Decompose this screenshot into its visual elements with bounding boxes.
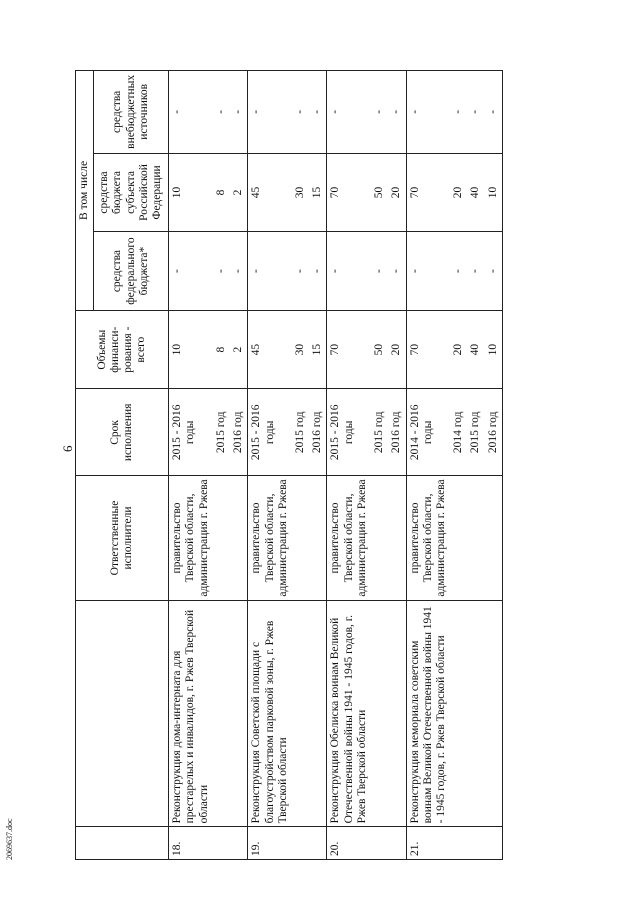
cell-federal: -	[406, 232, 450, 311]
cell-total: 8	[213, 310, 230, 389]
row-executors-empty	[213, 476, 230, 601]
row-name-empty	[309, 600, 327, 827]
cell-regional: 20	[388, 153, 406, 232]
cell-term: 2015 год	[213, 389, 230, 476]
row-number-empty	[485, 827, 503, 860]
table-row	[309, 71, 327, 860]
row-number-empty	[388, 827, 406, 860]
cell-total: 10	[485, 310, 503, 389]
row-name-empty	[213, 600, 230, 827]
row-name-empty	[388, 600, 406, 827]
cell-extrabudget: -	[450, 71, 467, 154]
cell-extrabudget: -	[230, 71, 248, 154]
table-row	[169, 71, 213, 860]
row-name: Реконструкция мемориала советским воинам Великой Отечественной войны 1941 - 1945 годов, г. Ржев Тверской области	[406, 600, 450, 827]
header-num	[76, 827, 169, 860]
cell-total: 70	[327, 310, 371, 389]
row-name: Реконструкция Советской площади с благоустройством парковой зоны, г. Ржев Тверской области	[248, 600, 292, 827]
cell-regional: 70	[406, 153, 450, 232]
row-number-empty	[450, 827, 467, 860]
cell-total: 50	[371, 310, 388, 389]
row-number: 20.	[327, 827, 371, 860]
cell-federal: -	[230, 232, 248, 311]
cell-federal: -	[485, 232, 503, 311]
row-number-empty	[309, 827, 327, 860]
cell-regional: 10	[169, 153, 213, 232]
row-number: 21.	[406, 827, 450, 860]
cell-regional: 30	[292, 153, 309, 232]
cell-federal: -	[309, 232, 327, 311]
table-row	[485, 71, 503, 860]
cell-term: 2016 год	[230, 389, 248, 476]
cell-term: 2015 - 2016 годы	[169, 389, 213, 476]
row-executors-empty	[371, 476, 388, 601]
row-executors: правительство Тверской области, администрация г. Ржева	[169, 476, 213, 601]
row-executors-empty	[450, 476, 467, 601]
cell-term: 2014 год	[450, 389, 467, 476]
row-executors-empty	[309, 476, 327, 601]
rotated-table-container	[75, 70, 575, 860]
row-number: 18.	[169, 827, 213, 860]
cell-term: 2015 год	[371, 389, 388, 476]
header-extrabudget: средства внебюджетных источников	[94, 71, 169, 154]
cell-regional: 20	[450, 153, 467, 232]
cell-term: 2015 - 2016 годы	[327, 389, 371, 476]
table-row	[467, 71, 484, 860]
header-total: Объемы финанси-рования - всего	[76, 310, 169, 389]
table-row	[248, 71, 292, 860]
row-name: Реконструкция Обелиска воинам Великой Отечественной войны 1941 - 1945 годов, г. Ржев Тверской области	[327, 600, 371, 827]
cell-term: 2016 год	[388, 389, 406, 476]
cell-federal: -	[169, 232, 213, 311]
cell-total: 40	[467, 310, 484, 389]
cell-extrabudget: -	[485, 71, 503, 154]
table-row	[327, 71, 371, 860]
row-executors-empty	[467, 476, 484, 601]
header-term: Срок исполнения	[76, 389, 169, 476]
cell-federal: -	[467, 232, 484, 311]
footer-filename: 2069637.doc	[5, 818, 14, 860]
cell-extrabudget: -	[213, 71, 230, 154]
cell-total: 70	[406, 310, 450, 389]
cell-federal: -	[450, 232, 467, 311]
cell-extrabudget: -	[309, 71, 327, 154]
cell-term: 2015 год	[292, 389, 309, 476]
cell-term: 2015 - 2016 годы	[248, 389, 292, 476]
cell-extrabudget: -	[371, 71, 388, 154]
row-name-empty	[371, 600, 388, 827]
header-including: В том числе	[76, 71, 94, 311]
cell-federal: -	[213, 232, 230, 311]
table-row	[213, 71, 230, 860]
cell-total: 2	[230, 310, 248, 389]
row-executors-empty	[485, 476, 503, 601]
table-row	[230, 71, 248, 860]
cell-term: 2016 год	[485, 389, 503, 476]
header-executors: Ответственные исполнители	[76, 476, 169, 601]
row-name-empty	[450, 600, 467, 827]
cell-regional: 8	[213, 153, 230, 232]
cell-federal: -	[371, 232, 388, 311]
row-executors: правительство Тверской области, администрация г. Ржева	[248, 476, 292, 601]
row-executors: правительство Тверской области, администрация г. Ржева	[406, 476, 450, 601]
cell-extrabudget: -	[388, 71, 406, 154]
cell-federal: -	[248, 232, 292, 311]
row-number-empty	[230, 827, 248, 860]
program-table	[75, 70, 503, 860]
cell-total: 20	[388, 310, 406, 389]
table-body	[169, 71, 503, 860]
table-row	[406, 71, 450, 860]
cell-total: 30	[292, 310, 309, 389]
cell-total: 20	[450, 310, 467, 389]
cell-regional: 50	[371, 153, 388, 232]
row-number: 19.	[248, 827, 292, 860]
header-regional: средства бюджета субъекта Российской Федерации	[94, 153, 169, 232]
cell-federal: -	[327, 232, 371, 311]
row-number-empty	[292, 827, 309, 860]
cell-extrabudget: -	[327, 71, 371, 154]
cell-total: 45	[248, 310, 292, 389]
cell-regional: 10	[485, 153, 503, 232]
row-executors-empty	[292, 476, 309, 601]
row-number-empty	[467, 827, 484, 860]
table-row	[388, 71, 406, 860]
cell-extrabudget: -	[292, 71, 309, 154]
row-executors: правительство Тверской области, администрация г. Ржева	[327, 476, 371, 601]
cell-extrabudget: -	[467, 71, 484, 154]
row-number-empty	[371, 827, 388, 860]
row-name-empty	[485, 600, 503, 827]
cell-extrabudget: -	[169, 71, 213, 154]
cell-federal: -	[388, 232, 406, 311]
table-row	[450, 71, 467, 860]
cell-extrabudget: -	[248, 71, 292, 154]
row-name-empty	[230, 600, 248, 827]
cell-regional: 15	[309, 153, 327, 232]
header-name	[76, 600, 169, 827]
cell-regional: 40	[467, 153, 484, 232]
cell-regional: 45	[248, 153, 292, 232]
cell-total: 10	[169, 310, 213, 389]
table-row	[371, 71, 388, 860]
cell-regional: 2	[230, 153, 248, 232]
cell-extrabudget: -	[406, 71, 450, 154]
cell-federal: -	[292, 232, 309, 311]
header-federal: средства федерального бюджета*	[94, 232, 169, 311]
row-name-empty	[467, 600, 484, 827]
table-row	[292, 71, 309, 860]
page-number: 6	[60, 445, 75, 452]
cell-term: 2016 год	[309, 389, 327, 476]
cell-total: 15	[309, 310, 327, 389]
row-executors-empty	[230, 476, 248, 601]
row-name: Реконструкция дома-интерната для престарелых и инвалидов, г. Ржев Тверской области	[169, 600, 213, 827]
row-name-empty	[292, 600, 309, 827]
cell-regional: 70	[327, 153, 371, 232]
cell-term: 2015 год	[467, 389, 484, 476]
row-executors-empty	[388, 476, 406, 601]
row-number-empty	[213, 827, 230, 860]
cell-term: 2014 - 2016 годы	[406, 389, 450, 476]
